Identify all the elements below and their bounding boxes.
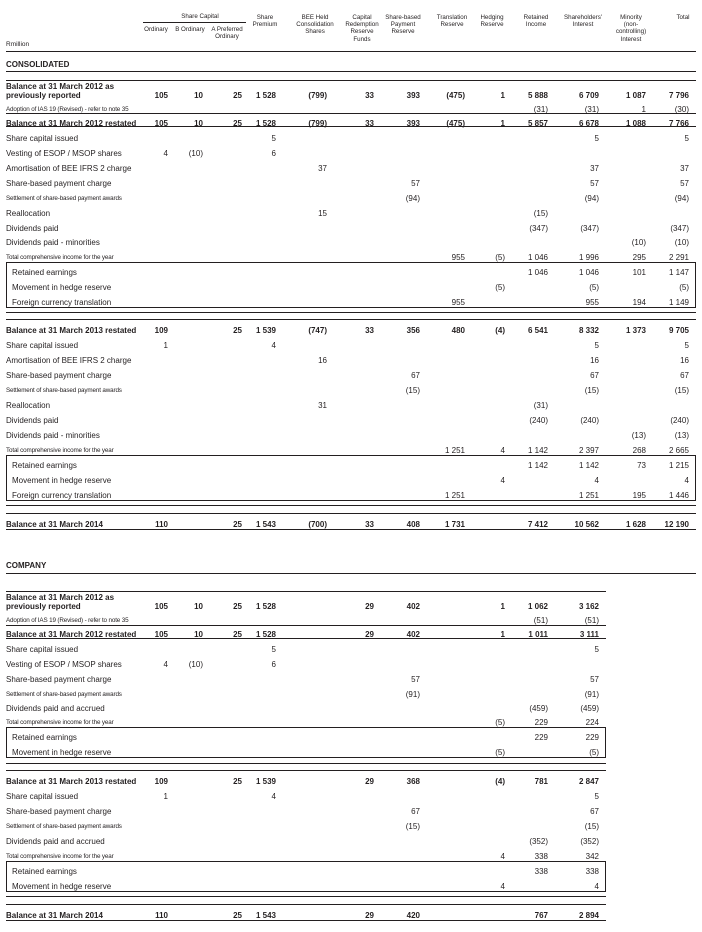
table-cell: (475)	[446, 119, 465, 128]
table-cell: 1	[163, 792, 168, 801]
row-label: Total comprehensive income for the year	[6, 719, 114, 726]
table-cell: 1 528	[255, 91, 276, 100]
table-cell: 338	[585, 867, 599, 876]
table-cell: 25	[233, 630, 242, 639]
table-cell: 7 412	[527, 520, 548, 529]
table-cell: 105	[154, 602, 168, 611]
table-cell: (31)	[533, 401, 548, 410]
table-cell: 110	[155, 911, 168, 920]
row-label: Retained earnings	[12, 461, 77, 470]
table-cell: (459)	[529, 704, 548, 713]
table-cell: (5)	[589, 748, 599, 757]
row-label: Share-based payment charge	[6, 675, 112, 684]
table-cell: (91)	[584, 690, 599, 699]
table-cell: 31	[318, 401, 327, 410]
table-cell: 368	[406, 777, 420, 786]
table-cell: 1 543	[255, 520, 276, 529]
row-label: Dividends paid - minorities	[6, 238, 100, 247]
table-cell: 1 543	[255, 911, 276, 920]
table-cell: 67	[680, 371, 689, 380]
table-cell: 402	[406, 602, 420, 611]
table-cell: 1 011	[528, 630, 548, 639]
table-cell: 10 562	[574, 520, 599, 529]
table-cell: 229	[534, 733, 548, 742]
table-cell: 105	[154, 91, 168, 100]
table-cell: 194	[632, 298, 646, 307]
table-cell: (240)	[580, 416, 599, 425]
table-cell: 1	[500, 91, 505, 100]
table-cell: 5	[594, 134, 599, 143]
table-cell: 4	[594, 882, 599, 891]
table-cell: 1 446	[668, 491, 689, 500]
consolidated-title-rule	[6, 71, 696, 72]
table-cell: 5	[594, 792, 599, 801]
table-cell: 393	[406, 119, 420, 128]
table-cell: (30)	[674, 105, 689, 114]
table-cell: 408	[406, 520, 420, 529]
table-cell: (10)	[188, 149, 203, 158]
row-label: Total comprehensive income for the year	[6, 254, 114, 261]
row-label: Movement in hedge reserve	[12, 283, 112, 292]
row-label: Dividends paid	[6, 416, 59, 425]
table-rule	[6, 591, 606, 592]
column-header: Translation Reserve	[436, 14, 468, 29]
table-cell: 25	[233, 520, 242, 529]
table-cell: 16	[590, 356, 599, 365]
table-cell: 1	[500, 602, 505, 611]
table-cell: 1 628	[625, 520, 646, 529]
table-cell: 6 709	[578, 91, 599, 100]
table-cell: 7 796	[668, 91, 689, 100]
table-cell: 393	[406, 91, 420, 100]
table-cell: (94)	[674, 194, 689, 203]
table-cell: 2 894	[578, 911, 599, 920]
table-cell: 6 541	[527, 326, 548, 335]
table-cell: 105	[154, 630, 168, 639]
row-label: Share-based payment charge	[6, 371, 112, 380]
table-cell: 229	[585, 733, 599, 742]
table-cell: 1 215	[668, 461, 689, 470]
table-rule	[6, 513, 696, 514]
column-header: B Ordinary	[175, 26, 205, 33]
table-cell: 1 088	[625, 119, 646, 128]
table-cell: 5	[684, 134, 689, 143]
table-cell: 10	[194, 119, 203, 128]
table-cell: 29	[365, 777, 374, 786]
table-cell: 1	[641, 105, 646, 114]
table-cell: 4	[163, 149, 168, 158]
table-cell: 2 291	[668, 253, 689, 262]
table-cell: (5)	[589, 283, 599, 292]
table-cell: 6	[271, 149, 276, 158]
table-cell: 15	[318, 209, 327, 218]
table-cell: 3 111	[579, 630, 599, 639]
row-label: Retained earnings	[12, 268, 77, 277]
table-cell: 37	[318, 164, 327, 173]
table-cell: 1 147	[668, 268, 689, 277]
share-capital-heading: Share Capital	[181, 13, 219, 20]
row-label: Reallocation	[6, 209, 51, 218]
table-cell: 57	[590, 675, 599, 684]
table-cell: 224	[585, 718, 599, 727]
table-cell: 1 149	[668, 298, 689, 307]
table-cell: 73	[637, 461, 646, 470]
table-cell: 110	[155, 520, 168, 529]
row-label: Share capital issued	[6, 341, 79, 350]
table-cell: 1 142	[527, 461, 548, 470]
row-label: Balance at 31 March 2012 restated	[6, 630, 137, 639]
row-label: Foreign currency translation	[12, 298, 112, 307]
table-cell: (799)	[308, 91, 327, 100]
row-label: Balance at 31 March 2012 as previously reported	[6, 82, 115, 100]
table-cell: (347)	[580, 224, 599, 233]
table-rule	[6, 763, 606, 764]
table-cell: 57	[680, 179, 689, 188]
table-cell: 229	[534, 718, 548, 727]
table-cell: 4	[271, 341, 276, 350]
table-cell: 25	[233, 326, 242, 335]
row-label: Dividends paid	[6, 224, 59, 233]
row-label: Total comprehensive income for the year	[6, 447, 114, 454]
column-header: A Preferred Ordinary	[211, 26, 243, 41]
table-cell: 5	[271, 645, 276, 654]
row-label: Total comprehensive income for the year	[6, 853, 114, 860]
table-cell: 195	[632, 491, 646, 500]
table-cell: 342	[585, 852, 599, 861]
table-cell: 268	[632, 446, 646, 455]
company-title-rule	[6, 573, 696, 574]
column-header: Shareholders' Interest	[564, 14, 602, 29]
row-label: Balance at 31 March 2012 restated	[6, 119, 137, 128]
table-cell: 1 251	[578, 491, 599, 500]
table-cell: 16	[318, 356, 327, 365]
table-rule	[6, 312, 696, 313]
table-cell: 1 539	[255, 777, 276, 786]
share-capital-rule	[143, 22, 246, 23]
table-cell: 1 087	[625, 91, 646, 100]
table-cell: (352)	[580, 837, 599, 846]
table-cell: 781	[534, 777, 548, 786]
table-cell: 1 528	[255, 602, 276, 611]
row-label: Amortisation of BEE IFRS 2 charge	[6, 164, 132, 173]
table-cell: 1 046	[578, 268, 599, 277]
table-cell: 420	[406, 911, 420, 920]
table-cell: 356	[406, 326, 420, 335]
row-label: Reallocation	[6, 401, 51, 410]
table-cell: (15)	[584, 822, 599, 831]
table-cell: 4	[684, 476, 689, 485]
table-cell: 57	[411, 179, 420, 188]
table-cell: 1 528	[255, 119, 276, 128]
table-rule	[6, 80, 696, 81]
table-cell: 67	[411, 371, 420, 380]
table-cell: (51)	[584, 616, 599, 625]
row-label: Balance at 31 March 2013 restated	[6, 777, 137, 786]
row-label: Dividends paid and accrued	[6, 837, 105, 846]
table-rule	[6, 505, 696, 506]
table-cell: 12 190	[664, 520, 689, 529]
table-cell: 1 373	[625, 326, 646, 335]
table-cell: 7 766	[668, 119, 689, 128]
row-label: Movement in hedge reserve	[12, 748, 112, 757]
table-cell: 1 996	[578, 253, 599, 262]
table-cell: 4	[500, 446, 505, 455]
consolidated-title: CONSOLIDATED	[6, 60, 70, 69]
table-cell: 338	[534, 852, 548, 861]
table-cell: 25	[233, 91, 242, 100]
table-cell: 5	[271, 134, 276, 143]
row-label: Movement in hedge reserve	[12, 476, 112, 485]
table-cell: 6 678	[578, 119, 599, 128]
table-cell: (799)	[308, 119, 327, 128]
table-cell: 1 539	[255, 326, 276, 335]
table-cell: 955	[585, 298, 599, 307]
table-cell: (15)	[533, 209, 548, 218]
company-title: COMPANY	[6, 561, 47, 570]
table-cell: 4	[500, 476, 505, 485]
table-cell: 2 665	[668, 446, 689, 455]
table-cell: 1	[500, 119, 505, 128]
table-cell: 33	[365, 520, 374, 529]
table-cell: 4	[500, 852, 505, 861]
table-cell: (700)	[308, 520, 327, 529]
table-cell: 1 251	[444, 446, 465, 455]
column-header: Total	[676, 14, 690, 21]
table-cell: 37	[590, 164, 599, 173]
table-cell: 33	[365, 91, 374, 100]
table-cell: (475)	[446, 91, 465, 100]
table-cell: 29	[365, 630, 374, 639]
table-cell: (15)	[674, 386, 689, 395]
rmillion-label: Rmillion	[6, 41, 30, 48]
table-cell: 2 397	[578, 446, 599, 455]
table-cell: 4	[163, 660, 168, 669]
table-cell: 1 062	[527, 602, 548, 611]
column-header: Share-based Payment Reserve	[385, 14, 421, 36]
table-cell: 29	[365, 602, 374, 611]
table-cell: (94)	[405, 194, 420, 203]
column-header: Retained Income	[523, 14, 549, 29]
row-label: Movement in hedge reserve	[12, 882, 112, 891]
row-label: Retained earnings	[12, 867, 77, 876]
row-label: Amortisation of BEE IFRS 2 charge	[6, 356, 132, 365]
table-cell: (91)	[405, 690, 420, 699]
table-cell: 1 731	[444, 520, 465, 529]
row-label: Share-based payment charge	[6, 807, 112, 816]
table-cell: 37	[680, 164, 689, 173]
table-cell: 1 142	[578, 461, 599, 470]
table-cell: 101	[632, 268, 646, 277]
table-cell: 5 857	[527, 119, 548, 128]
table-cell: 338	[534, 867, 548, 876]
table-cell: (5)	[495, 718, 505, 727]
table-cell: 1 251	[444, 491, 465, 500]
table-cell: 1	[163, 341, 168, 350]
table-cell: 10	[194, 91, 203, 100]
table-cell: 1 046	[527, 253, 548, 262]
table-cell: 57	[590, 179, 599, 188]
table-rule	[6, 904, 606, 905]
table-cell: 67	[590, 807, 599, 816]
row-label: Settlement of share-based payment awards	[6, 387, 122, 394]
table-cell: (31)	[584, 105, 599, 114]
table-cell: 955	[451, 253, 465, 262]
table-cell: (5)	[495, 253, 505, 262]
table-cell: (15)	[405, 386, 420, 395]
table-cell: 67	[590, 371, 599, 380]
table-cell: 16	[680, 356, 689, 365]
table-cell: 6	[271, 660, 276, 669]
header-rule	[6, 51, 696, 52]
table-cell: (347)	[670, 224, 689, 233]
table-cell: 4	[500, 882, 505, 891]
table-cell: 1 528	[255, 630, 276, 639]
table-cell: 5	[594, 341, 599, 350]
table-cell: 767	[534, 911, 548, 920]
row-label: Share capital issued	[6, 792, 79, 801]
table-cell: 10	[194, 602, 203, 611]
column-header: BEE Held Consolidation Shares	[296, 14, 334, 36]
table-cell: (240)	[529, 416, 548, 425]
table-cell: (5)	[679, 283, 689, 292]
table-cell: 4	[271, 792, 276, 801]
table-cell: 109	[154, 777, 168, 786]
table-cell: (747)	[308, 326, 327, 335]
table-cell: 25	[233, 777, 242, 786]
table-cell: 402	[406, 630, 420, 639]
table-cell: 5 888	[527, 91, 548, 100]
table-cell: 67	[411, 807, 420, 816]
row-label: Share capital issued	[6, 645, 79, 654]
table-cell: 955	[451, 298, 465, 307]
row-label: Vesting of ESOP / MSOP shares	[6, 660, 122, 669]
table-cell: (352)	[529, 837, 548, 846]
table-cell: (347)	[529, 224, 548, 233]
row-label: Adoption of IAS 19 (Revised) - refer to note 35	[6, 106, 129, 113]
table-cell: 25	[233, 119, 242, 128]
table-cell: 10	[194, 630, 203, 639]
table-cell: 295	[632, 253, 646, 262]
row-label: Share-based payment charge	[6, 179, 112, 188]
table-cell: 2 847	[578, 777, 599, 786]
table-cell: 1 142	[527, 446, 548, 455]
row-label: Settlement of share-based payment awards	[6, 823, 122, 830]
row-label: Settlement of share-based payment awards	[6, 195, 122, 202]
table-cell: (4)	[495, 326, 505, 335]
table-rule	[6, 319, 696, 320]
row-label: Dividends paid - minorities	[6, 431, 100, 440]
table-cell: (31)	[533, 105, 548, 114]
table-cell: (51)	[533, 616, 548, 625]
table-cell: 1 046	[527, 268, 548, 277]
table-cell: 25	[233, 911, 242, 920]
table-cell: 33	[365, 119, 374, 128]
table-cell: (94)	[584, 194, 599, 203]
row-label: Dividends paid and accrued	[6, 704, 105, 713]
table-cell: 105	[154, 119, 168, 128]
table-cell: 109	[154, 326, 168, 335]
row-label: Balance at 31 March 2014	[6, 520, 103, 529]
table-cell: 33	[365, 326, 374, 335]
table-rule	[6, 770, 606, 771]
table-cell: 5	[684, 341, 689, 350]
table-cell: (13)	[674, 431, 689, 440]
table-cell: 9 705	[668, 326, 689, 335]
row-label: Vesting of ESOP / MSOP shares	[6, 149, 122, 158]
row-label: Settlement of share-based payment awards	[6, 691, 122, 698]
table-cell: 57	[411, 675, 420, 684]
table-cell: (459)	[580, 704, 599, 713]
table-cell: 29	[365, 911, 374, 920]
table-cell: (15)	[584, 386, 599, 395]
row-label: Share capital issued	[6, 134, 79, 143]
table-cell: (15)	[405, 822, 420, 831]
column-header: Ordinary	[144, 26, 168, 33]
table-cell: (10)	[674, 238, 689, 247]
table-cell: (10)	[631, 238, 646, 247]
table-cell: 1	[500, 630, 505, 639]
table-cell: (5)	[495, 283, 505, 292]
table-cell: 5	[594, 645, 599, 654]
row-label: Balance at 31 March 2012 as previously reported	[6, 593, 115, 611]
table-cell: (4)	[495, 777, 505, 786]
table-cell: 480	[451, 326, 465, 335]
row-label: Retained earnings	[12, 733, 77, 742]
row-label: Balance at 31 March 2014	[6, 911, 103, 920]
column-header: Hedging Reserve	[480, 14, 504, 29]
table-cell: 4	[594, 476, 599, 485]
table-cell: 3 162	[578, 602, 599, 611]
column-header: Share Premium	[252, 14, 278, 29]
row-label: Adoption of IAS 19 (Revised) - refer to note 35	[6, 617, 129, 624]
table-cell: (10)	[188, 660, 203, 669]
table-cell: (5)	[495, 748, 505, 757]
column-header: Capital Redemption Reserve Funds	[345, 14, 379, 43]
table-cell: 25	[233, 602, 242, 611]
row-label: Balance at 31 March 2013 restated	[6, 326, 137, 335]
column-header: Minority (non- controlling) Interest	[615, 14, 647, 43]
table-cell: 8 332	[578, 326, 599, 335]
row-label: Foreign currency translation	[12, 491, 112, 500]
table-rule	[6, 896, 606, 897]
table-cell: (13)	[631, 431, 646, 440]
table-cell: (240)	[670, 416, 689, 425]
